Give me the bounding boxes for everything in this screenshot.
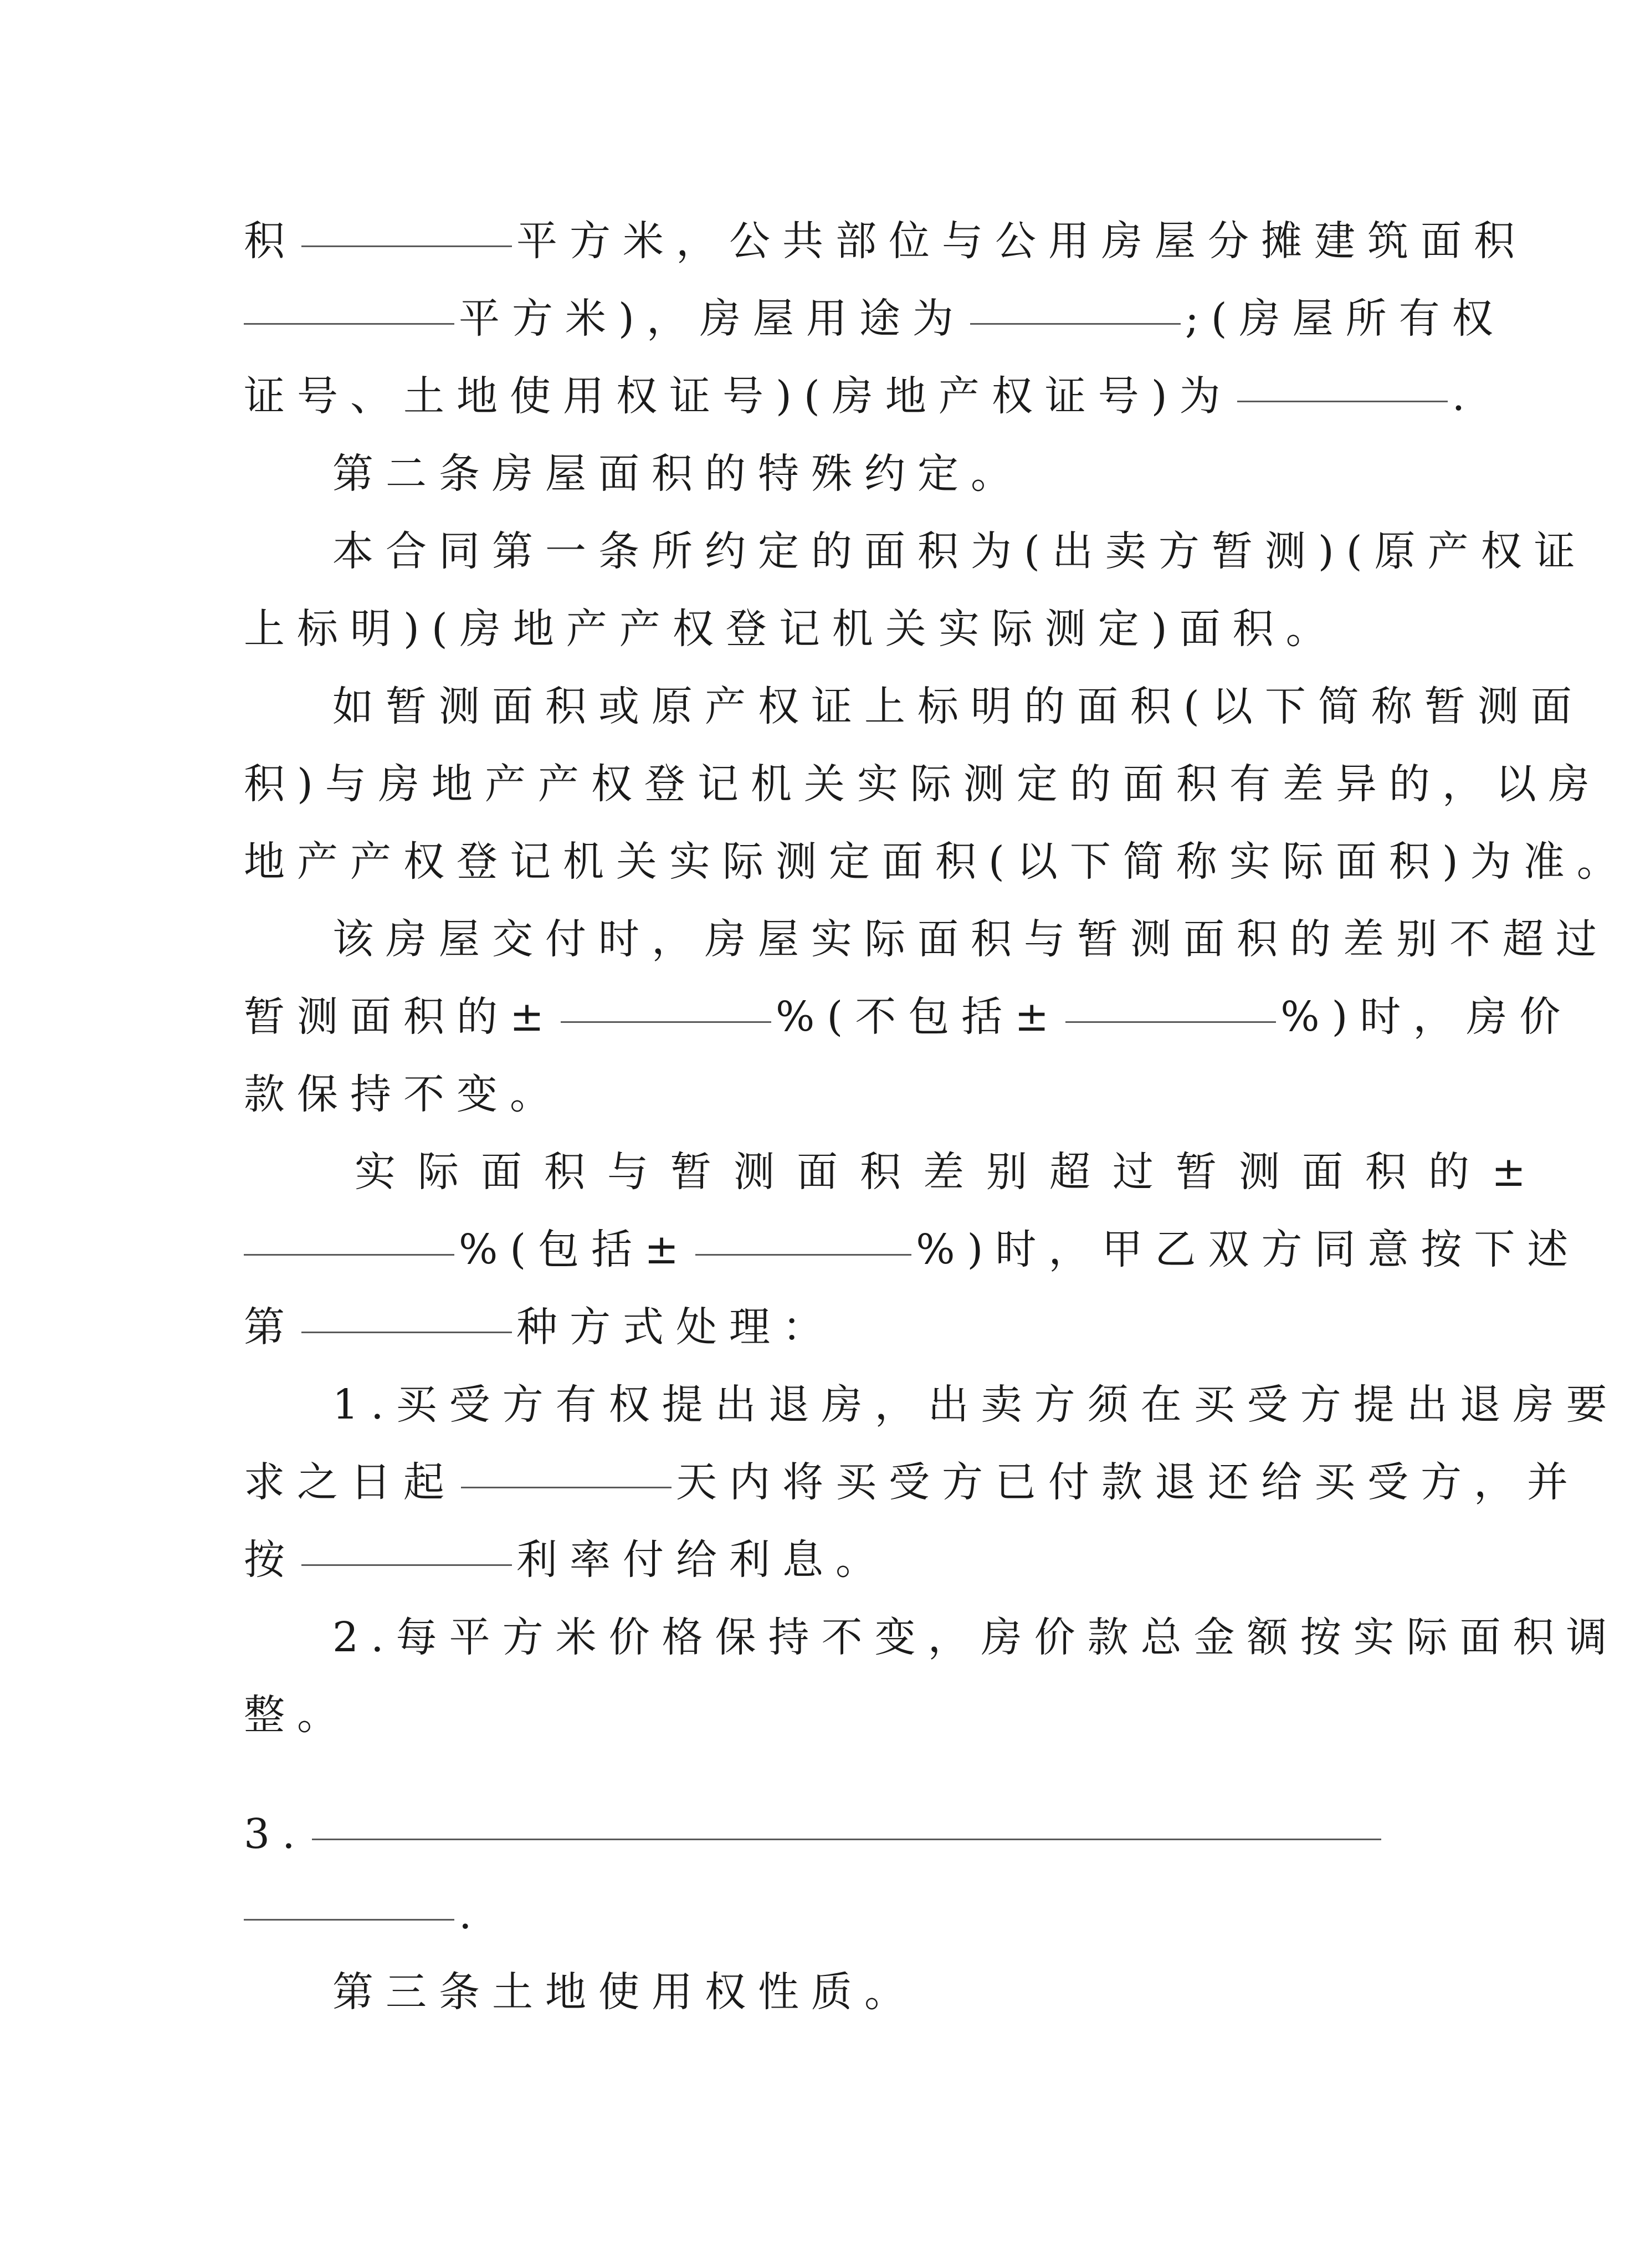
text-segment: 种方式处理： <box>516 1303 835 1351</box>
text-segment: 暂测面积的± <box>244 993 557 1041</box>
text-line <box>244 1211 1581 1288</box>
text-line <box>244 1443 1580 1521</box>
text-segment: 3. <box>244 1810 307 1858</box>
fill-blank <box>1237 400 1448 402</box>
text-line <box>244 280 1505 357</box>
text-segment: 按 <box>244 1536 297 1584</box>
fill-blank <box>244 1253 454 1256</box>
text-segment: %)时，甲乙双方同意按下述 <box>916 1226 1581 1273</box>
fill-blank <box>301 1563 512 1566</box>
text-segment: 利率付给利息。 <box>516 1536 889 1584</box>
fill-blank <box>312 1837 1381 1840</box>
text-line: 款保持不变。 <box>244 1071 563 1118</box>
text-line <box>244 1876 1368 1953</box>
text-segment: %)时，房价 <box>1280 993 1573 1041</box>
text-line: 该房屋交付时，房屋实际面积与暂测面积的差别不超过 <box>332 915 1609 963</box>
text-segment: ;(房屋所有权 <box>1185 295 1505 342</box>
text-segment: %(包括± <box>459 1226 691 1273</box>
article-heading: 第三条土地使用权性质。 <box>332 1968 917 2016</box>
text-line <box>244 1521 1368 1599</box>
fill-blank <box>244 322 454 325</box>
fill-blank <box>461 1486 672 1488</box>
list-item-3 <box>244 1795 1407 1873</box>
text-line <box>244 202 1527 280</box>
text-segment: %(不包括± <box>776 993 1062 1041</box>
text-segment: 第 <box>244 1303 297 1351</box>
text-line: 地产产权登记机关实际测定面积(以下简称实际面积)为准。 <box>244 838 1630 885</box>
text-segment: 天内将买受方已付款退还给买受方，并 <box>676 1458 1580 1506</box>
fill-blank <box>695 1253 911 1256</box>
fill-blank <box>244 1918 454 1921</box>
text-segment: 平方米)，房屋用途为 <box>459 295 966 342</box>
text-segment: . <box>459 1891 484 1938</box>
fill-blank <box>301 244 512 247</box>
fill-blank <box>301 1330 512 1333</box>
text-line: 实际面积与暂测面积差别超过暂测面积的± <box>355 1148 1549 1196</box>
list-item-2: 2.每平方米价格保持不变，房价款总金额按实际面积调 <box>332 1614 1619 1661</box>
text-line: 积)与房地产产权登记机关实际测定的面积有差异的，以房 <box>244 760 1602 808</box>
list-item-1: 1.买受方有权提出退房，出卖方须在买受方提出退房要 <box>332 1381 1619 1429</box>
fill-blank <box>561 1020 771 1023</box>
text-line <box>244 978 1573 1056</box>
fill-blank <box>1065 1020 1276 1023</box>
text-segment: 平方米，公共部位与公用房屋分摊建筑面积 <box>516 217 1527 265</box>
text-segment: 积 <box>244 217 297 265</box>
fill-blank <box>970 322 1181 325</box>
text-line: 上标明)(房地产产权登记机关实际测定)面积。 <box>244 605 1339 653</box>
text-line <box>244 357 1478 435</box>
text-line: 本合同第一条所约定的面积为(出卖方暂测)(原产权证 <box>332 528 1587 575</box>
text-line <box>244 1288 1368 1366</box>
text-segment: 证号、土地使用权证号)(房地产权证号)为 <box>244 372 1233 420</box>
text-line: 如暂测面积或原产权证上标明的面积(以下简称暂测面 <box>332 683 1584 730</box>
text-segment: . <box>1452 372 1478 420</box>
text-segment: 求之日起 <box>244 1458 457 1506</box>
article-heading: 第二条房屋面积的特殊约定。 <box>332 450 1024 498</box>
text-line: 整。 <box>244 1691 350 1739</box>
